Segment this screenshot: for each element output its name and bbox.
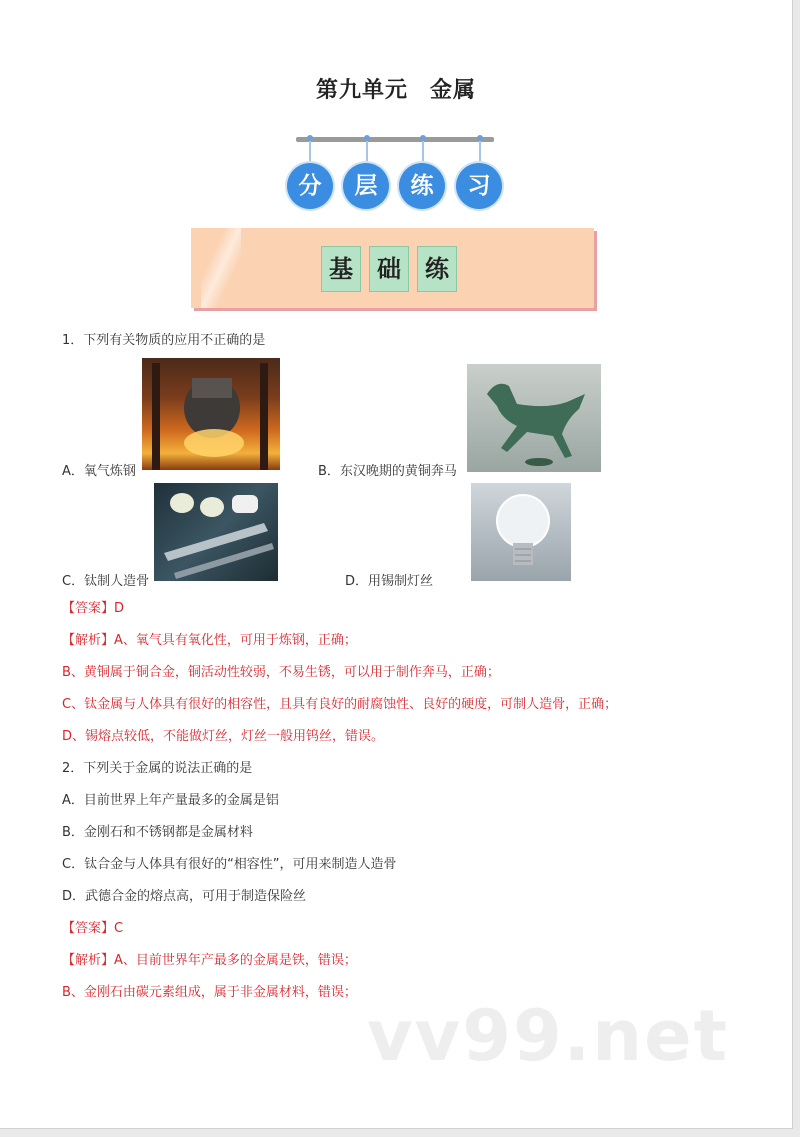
q1-option-c: C．钛制人造骨 <box>62 574 150 589</box>
bronze-horse-image <box>467 364 601 472</box>
light-bulb-image <box>471 483 571 581</box>
analysis-tag: 【解析】 <box>62 633 115 648</box>
unit-topic: 金属 <box>430 78 477 103</box>
banner-char-3: 练 <box>417 246 457 292</box>
banner-char-1: 基 <box>321 246 361 292</box>
q2-option-d: D．武德合金的熔点高，可用于制造保险丝 <box>62 889 307 904</box>
q2-option-b: B．金刚石和不锈钢都是金属材料 <box>62 825 253 840</box>
step-circle-1: 分 <box>287 163 333 209</box>
q1-analysis-1 <box>62 629 357 648</box>
q2-option-c: C．钛合金与人体具有很好的“相容性”，可用来制造人造骨 <box>62 857 397 872</box>
unit-label: 第九单元 <box>315 78 408 103</box>
banner-char-2: 础 <box>369 246 409 292</box>
q1-option-a: A．氧气炼钢 <box>62 464 136 479</box>
step-circle-4: 习 <box>456 163 502 209</box>
watermark: vv99.net <box>367 995 730 1077</box>
analysis-text: A、氧气具有氧化性，可用于炼钢，正确； <box>114 633 357 648</box>
rail-dot <box>420 135 426 141</box>
furnace-figure <box>142 358 280 470</box>
rail-dot <box>477 135 483 141</box>
q1-option-b: B．东汉晚期的黄铜奔马 <box>318 464 457 479</box>
horse-figure <box>467 364 601 472</box>
implant-figure <box>154 483 278 581</box>
q2-analysis-1 <box>62 949 357 968</box>
steelmaking-image <box>142 358 280 470</box>
q1-analysis-2: B、黄铜属于铜合金，铜活动性较弱，不易生锈，可以用于制作奔马，正确； <box>62 665 500 680</box>
q2-answer: 【答案】C <box>62 921 124 936</box>
q2-stem: 2．下列关于金属的说法正确的是 <box>62 761 253 776</box>
analysis-tag: 【解析】 <box>62 953 115 968</box>
bulb-figure <box>471 483 571 581</box>
banner-shine <box>201 228 241 308</box>
q1-analysis-4: D、锡熔点较低，不能做灯丝，灯丝一般用钨丝，错误。 <box>62 729 385 744</box>
step-circle-2: 层 <box>343 163 389 209</box>
analysis-text: A、目前世界年产最多的金属是铁，错误； <box>114 953 357 968</box>
q1-analysis-3: C、钛金属与人体具有很好的相容性，且具有良好的耐腐蚀性、良好的硬度，可制人造骨，正确； <box>62 697 618 712</box>
header-rail <box>296 137 494 142</box>
step-circle-3: 练 <box>399 163 445 209</box>
q2-option-a: A．目前世界上年产量最多的金属是铝 <box>62 793 279 808</box>
q1-answer: 【答案】D <box>62 601 125 616</box>
page-title <box>0 73 792 104</box>
rail-dot <box>307 135 313 141</box>
rail-dot <box>364 135 370 141</box>
q1-option-d: D．用锡制灯丝 <box>345 574 434 589</box>
q2-analysis-2: B、金刚石由碳元素组成，属于非金属材料，错误； <box>62 985 357 1000</box>
q1-stem: 1．下列有关物质的应用不正确的是 <box>62 333 266 348</box>
section-banner <box>191 228 594 308</box>
titanium-bone-image <box>154 483 278 581</box>
